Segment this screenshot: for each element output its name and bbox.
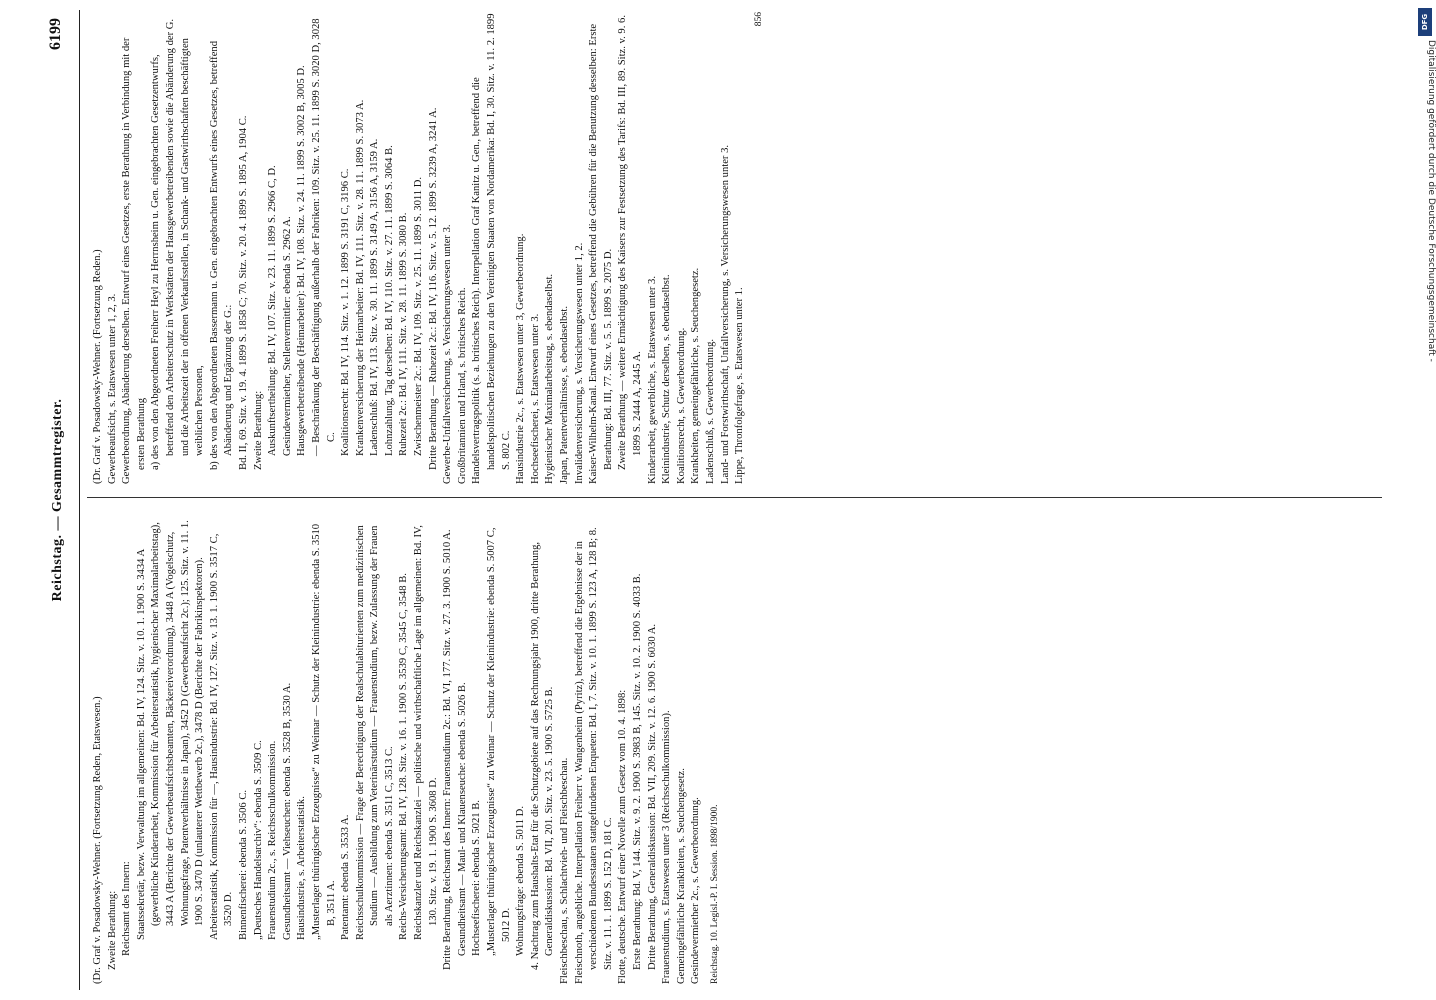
index-entry: Kinderarbeit, gewerbliche, s. Etatswesen unter 3. <box>646 276 658 484</box>
index-entry: Koalitionsrecht: Bd. IV, 114. Sitz. v. 1. 12. 1899 S. 3191 C, 3196 C. <box>340 168 352 456</box>
index-entry: Gewerbeaufsicht, s. Etatswesen unter 1, 2, 3. <box>106 293 118 484</box>
index-entry: Gemeingefährliche Krankheiten, s. Seuchengesetz. <box>675 768 687 984</box>
index-entry: „Deutsches Handelsarchiv“: ebenda S. 3509 C. <box>252 740 264 940</box>
index-entry: Kleinindustrie, Schutz derselben, s. ebendaselbst. <box>661 274 673 484</box>
index-entry: Ruhezeit 2c.: Bd. IV, 111. Sitz. v. 28. 11. 1899 S. 3080 B. <box>398 212 410 456</box>
index-entry: Ladenschluß: Bd. IV, 113. Sitz. v. 30. 11. 1899 S. 3149 A, 3156 A, 3159 A. <box>369 138 381 456</box>
running-head <box>47 10 75 990</box>
index-entry: Wohnungsfrage: ebenda S. 5011 D. <box>515 806 527 956</box>
index-entry: (Dr. Graf v. Posadowsky-Wehner. (Fortsetzung Reden, Etatswesen.) <box>92 696 103 984</box>
index-entry: Ladenschluß, s. Gewerbeordnung. <box>704 338 716 484</box>
index-entry: Reichskanzler und Reichskanzlei — politische und wirthschaftliche Lage im allgemeinen: Bd. IV, 130. Sitz. v. 19. 1. 1900 S. 3608 D. <box>413 525 439 940</box>
index-entry: Hochseefischerei, s. Etatswesen unter 3. <box>529 313 541 484</box>
index-entry: Flotte, deutsche. Entwurf einer Novelle zum Gesetz vom 10. 4. 1898: <box>617 689 629 984</box>
page-number: 6199 <box>47 18 64 50</box>
index-entry: Hausgewerbetreibende (Heimarbeiter): Bd. IV, 108. Sitz. v. 24. 11. 1899 S. 3002 B, 3005 D. <box>296 65 308 456</box>
index-entry: Krankenversicherung der Heimarbeiter: Bd. IV, 111. Sitz. v. 28. 11. 1899 S. 3073 A. <box>354 99 366 456</box>
index-entry: Gesundheitsamt — Maul- und Klauenseuche: ebenda S. 5026 B. <box>456 682 468 956</box>
index-entry: — Beschränkung der Beschäftigung außerhalb der Fabriken: 109. Sitz. v. 25. 11. 1899 S. 3020 D, 3028 C. <box>310 18 337 456</box>
index-entry: Kaiser-Wilhelm-Kanal. Entwurf eines Gesetzes, betreffend die Gebühren für die Benutzung desselben: Erste Berathung: Bd. III, 77. Sitz. v. 5. 5. 1899 S. 2075 D. <box>588 23 614 484</box>
index-entry: Hausindustrie, s. Arbeiterstatistik. <box>296 796 308 940</box>
index-entry: Japan, Patentverhältnisse, s. ebendaselbst. <box>559 306 570 484</box>
right-footer: 856 <box>753 12 764 27</box>
index-entry: Dritte Berathung — Ruhezeit 2c.: Bd. IV, 116. Sitz. v. 5. 12. 1899 S. 3239 A, 3241 A. <box>427 107 439 470</box>
index-entry: Handelsvertragspolitik (s. a. britisches Reich). Interpellation Graf Kanitz u. Gen., betreffend die handelspolitischen Beziehungen zu den Vereinigten Staaten von Nordamerika: Bd. I, 30. Sitz. v. 11. 2. 1899 S. 802 C. <box>471 13 512 484</box>
left-column <box>91 512 723 984</box>
index-entry: „Musterlager thüringischer Erzeugnisse“ zu Weimar — Schutz der Kleinindustrie: ebenda S. 3510 B, 3511 A. <box>310 523 337 940</box>
right-column <box>91 12 766 484</box>
index-entry: Gesindevermiether, Stellenvermittler: ebenda S. 2962 A. <box>281 216 293 456</box>
index-entry: Land- und Forstwirthschaft, Unfallversicherung, s. Versicherungswesen unter 3. <box>719 144 731 484</box>
index-entry: Reichs-Versicherungsamt: Bd. IV, 128. Sitz. v. 16. 1. 1900 S. 3539 C, 3545 C, 3548 B. <box>398 573 410 940</box>
index-entry: Gesindevermiether 2c., s. Gewerbeordnung. <box>690 797 702 984</box>
dfg-logo: DFG <box>1418 8 1432 36</box>
index-entry: Fleischbeschau, s. Schlachtvieh- und Fleischbeschau. <box>559 757 570 984</box>
header-rule <box>79 10 80 990</box>
index-entry: Gewerbe-Unfallversicherung, s. Versicherungswesen unter 3. <box>442 224 454 484</box>
index-entry: „Musterlager thüringischer Erzeugnisse“ zu Weimar — Schutz der Kleinindustrie: ebenda S. 5007 C, 5012 D. <box>486 527 512 956</box>
index-entry: Invalidenversicherung, s. Versicherungswesen unter 1, 2. <box>573 242 585 484</box>
index-entry: Zweite Berathung — weitere Ermächtigung des Kaisers zur Festsetzung des Tarifs: Bd. III, 89. Sitz. v. 9. 6. 1899 S. 2444 A, 2445 A. <box>617 15 643 470</box>
index-entry: Zwischenmeister 2c.: Bd. IV, 109. Sitz. v. 25. 11. 1899 S. 3011 D. <box>413 176 425 456</box>
index-entry: Koalitionsrecht, s. Gewerbeordnung. <box>675 327 687 484</box>
index-entry: Hygienischer Maximalarbeitstag, s. ebendaselbst. <box>544 273 556 484</box>
index-entry: Patentamt: ebenda S. 3533 A. <box>340 814 352 940</box>
index-entry: Frauenstudium, s. Etatswesen unter 3 (Reichsschulkommission). <box>661 710 673 984</box>
column-divider <box>87 497 1382 498</box>
index-entry: Dritte Berathung, Generaldiskussion: Bd. VII, 209. Sitz. v. 12. 6. 1900 S. 6030 A. <box>646 623 658 970</box>
digitisation-credit: Digitalisierung gefördert durch die Deutsche Forschungsgemeinschaft - <box>1426 40 1436 362</box>
index-entry: Reichsschulkommission — Frage der Berechtigung der Realschulabiturienten zum medizinischen Studium — Ausbildung zum Veterinärstudium — Frauenstudium, bezw. Zulassung der Frauen als Aerztinnen: ebenda S. 3511 C, 3513 C. <box>354 525 395 940</box>
index-entry: Zweite Berathung: <box>252 390 264 470</box>
index-entry: a) des von den Abgeordneten Freiherr Heyl zu Herrnsheim u. Gen. eingebrachten Gesetzentwurfs, betreffend den Arbeiterschutz in Werkstätten der Hausgewerbetreibenden sowie die Abänderung der G. und die Arbeitszeit der in offenen Verkaufsstellen, in Schank- und Gastwirthschaften beschäftigten weiblichen Personen, <box>150 18 206 470</box>
index-entry: Lohnzahlung, Tag derselben: Bd. IV, 110. Sitz. v. 27. 11. 1899 S. 3064 B. <box>383 145 395 456</box>
index-entry: Binnenfischerei: ebenda S. 3506 C. <box>237 789 249 940</box>
index-entry: Bd. II, 69. Sitz. v. 19. 4. 1899 S. 1858 C; 70. Sitz. v. 20. 4. 1899 S. 1895 A, 1904 C. <box>237 115 249 470</box>
index-entry: Dritte Berathung, Reichsamt des Innern: Frauenstudium 2c.: Bd. VI, 177. Sitz. v. 27. 3. 1900 S. 5010 A. <box>442 529 454 970</box>
index-entry: Auskunftsertheilung: Bd. IV, 107. Sitz. v. 23. 11. 1899 S. 2966 C, D. <box>267 165 279 456</box>
index-entry: Frauenstudium 2c., s. Reichsschulkommission. <box>267 740 279 940</box>
rotated-index-page <box>47 10 1387 990</box>
index-entry: Gesundheitsamt — Viehseuchen: ebenda S. 3528 B, 3530 A. <box>281 682 293 940</box>
index-entry: Hausindustrie 2c., s. Etatswesen unter 3, Gewerbeordnung. <box>515 233 527 484</box>
index-entry: Großbritannien und Irland, s. britisches Reich. <box>456 287 468 484</box>
index-entry: Erste Berathung: Bd. V, 144. Sitz. v. 9. 2. 1900 S. 3983 B, 145. Sitz. v. 10. 2. 1900 S. 4033 B. <box>631 573 643 970</box>
left-footer: Reichstag. 10. Legisl.-P. I. Session. 1898/1900. <box>709 804 720 984</box>
index-entry: Gewerbeordnung, Abänderung derselben. Entwurf eines Gesetzes, erste Berathung in Verbindung mit der ersten Berathung <box>121 37 147 484</box>
index-entry: Staatssekretär, bezw. Verwaltung im allgemeinen: Bd. IV, 124. Sitz. v. 10. 1. 1900 S. 3434 A (gewerbliche Kinderarbeit, Kommission für Arbeiterstatistik, hygienischer Maximalarbeitstag), 3443 A (Berichte der Gewerbeaufsichtsbeamten, Bäckereiverordnung), 3448 A (Vogelschutz, Wohnungsfrage, Patentverhältnisse in Japan), 3452 D (Gewerbeaufsicht 2c.); 125. Sitz. v. 11. 1. 1900 S. 3470 D (unlauterer Wettbewerb 2c.), 3478 D (Berichte der Fabrikinspektoren). <box>135 520 206 940</box>
index-entry: (Dr. Graf v. Posadowsky-Wehner. (Fortsetzung Reden.) <box>92 249 103 484</box>
index-entry: Krankheiten, gemeingefährliche, s. Seuchengesetz. <box>690 267 702 484</box>
index-entry: Fleischnoth, angebliche. Interpellation Freiherr v. Wangenheim (Pyritz), betreffend die Ergebnisse der in verschiedenen Bundesstaaten stattgefundenen Enqueten: Bd. I, 7. Sitz. v. 10. 1. 1899 S. 123 A, 128 B; 8. Sitz. v. 11. 1. 1899 S. 152 D, 181 C. <box>573 527 614 984</box>
index-entry: Reichsamt des Innern: <box>121 861 133 956</box>
index-entry: 4. Nachtrag zum Haushalts-Etat für die Schutzgebiete auf das Rechnungsjahr 1900, dritte Berathung, Generaldiskussion: Bd. VII, 201. Sitz. v. 23. 5. 1900 S. 5725 B. <box>529 541 556 970</box>
running-title: Reichstag. — Gesammtregister. <box>50 398 65 602</box>
index-entry: b) des von den Abgeordneten Bassermann u. Gen. eingebrachten Entwurfs eines Gesetzes, betreffend Abänderung und Ergänzung der G.: <box>208 41 235 470</box>
index-entry: Zweite Berathung: <box>106 890 118 970</box>
index-entry: Lippe, Thronfolgefrage, s. Etatswesen unter 1. <box>734 287 746 484</box>
index-entry: Hochseefischerei: ebenda S. 5021 B. <box>471 800 483 956</box>
index-entry: Arbeiterstatistik, Kommission für —, Hausindustrie: Bd. IV, 127. Sitz. v. 13. 1. 1900 S. 3517 C, 3520 D. <box>208 533 235 940</box>
